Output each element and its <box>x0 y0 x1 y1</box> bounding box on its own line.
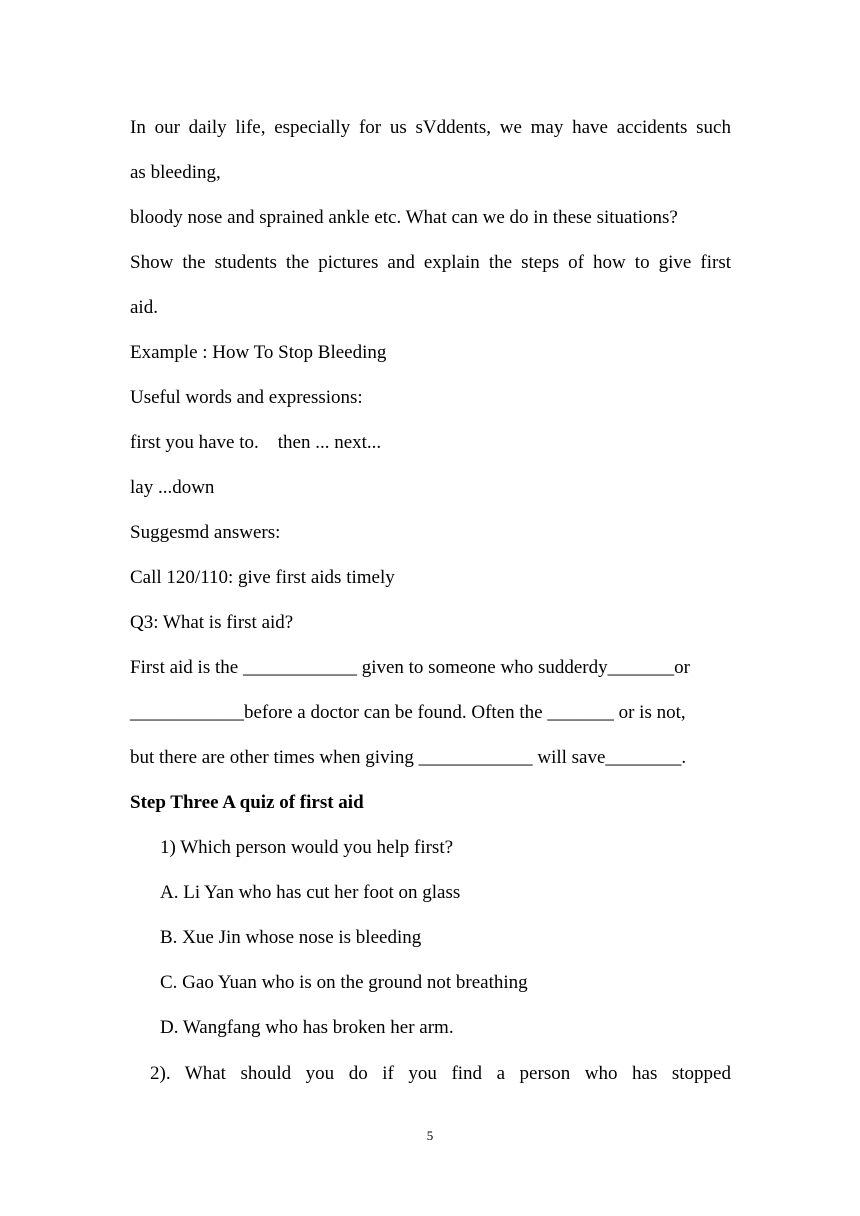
page-number: 5 <box>426 1128 434 1143</box>
quiz-option-b: B. Xue Jin whose nose is bleeding <box>160 927 422 948</box>
suggested-answers-heading: Suggesmd answers: <box>130 522 281 543</box>
fill-blank-line-3: but there are other times when giving ____________ will save________. <box>130 747 687 768</box>
instruction-line-2: aid. <box>130 297 158 318</box>
fill-blank-line-1: First aid is the ____________ given to someone who sudderdy_______or <box>130 657 690 678</box>
useful-words-heading: Useful words and expressions: <box>130 387 363 408</box>
instruction-line-1: Show the students the pictures and explain the steps of how to give first <box>130 252 731 273</box>
quiz-question-2: 2). What should you do if you find a person who has stopped <box>150 1063 731 1084</box>
paragraph-line-2: as bleeding, <box>130 162 221 183</box>
quiz-option-a: A. Li Yan who has cut her foot on glass <box>160 882 461 903</box>
example-heading: Example : How To Stop Bleeding <box>130 342 387 363</box>
quiz-option-d: D. Wangfang who has broken her arm. <box>160 1017 454 1038</box>
quiz-option-c: C. Gao Yuan who is on the ground not breathing <box>160 972 528 993</box>
question-q3: Q3: What is first aid? <box>130 612 294 633</box>
expression-line-2: lay ...down <box>130 477 215 498</box>
paragraph-line-1: In our daily life, especially for us sVddents, we may have accidents such <box>130 117 731 138</box>
expression-line-1: first you have to. then ... next... <box>130 432 382 453</box>
suggested-answer-line: Call 120/110: give first aids timely <box>130 567 395 588</box>
paragraph-line-3: bloody nose and sprained ankle etc. What can we do in these situations? <box>130 207 678 228</box>
step-three-heading: Step Three A quiz of first aid <box>130 792 364 813</box>
quiz-question-1: 1) Which person would you help first? <box>160 837 454 858</box>
fill-blank-line-2: ____________before a doctor can be found. Often the _______ or is not, <box>130 702 686 723</box>
